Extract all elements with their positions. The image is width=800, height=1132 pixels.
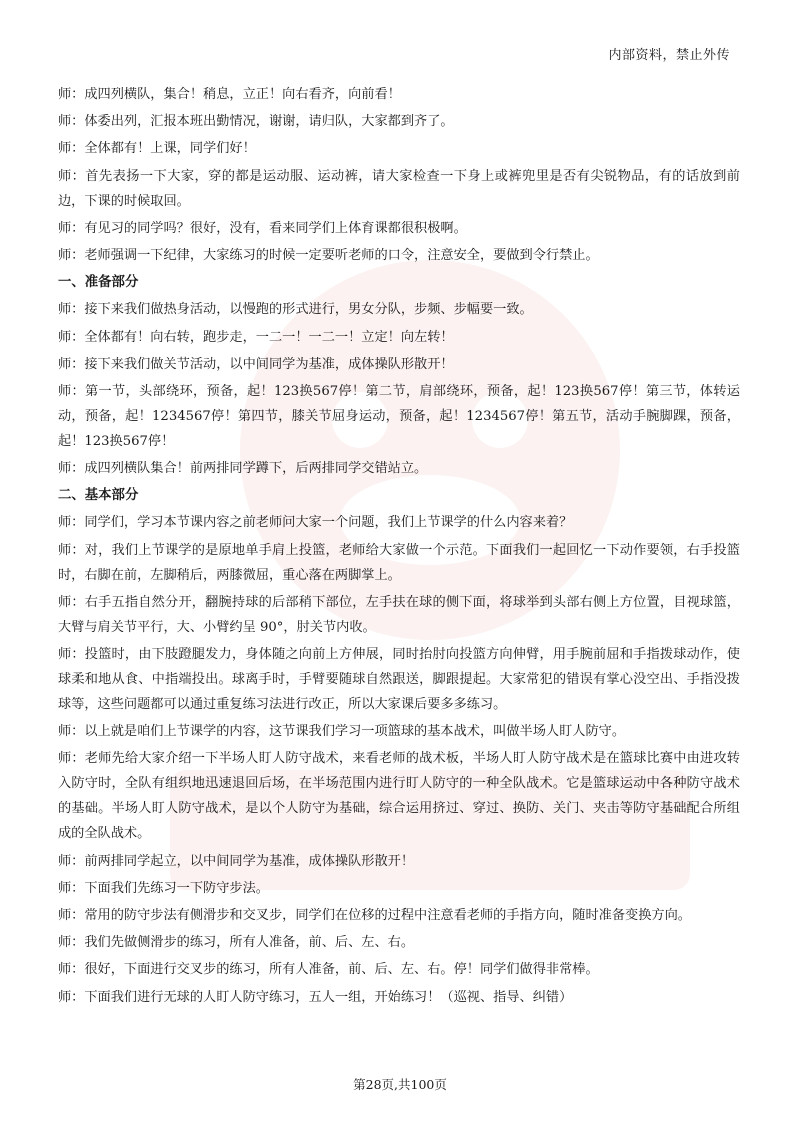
- dialogue-paragraph: 师：常用的防守步法有侧滑步和交叉步，同学们在位移的过程中注意看老师的手指方向，随时准备变换方向。: [58, 907, 691, 923]
- dialogue-paragraph: 师：老师先给大家介绍一下半场人盯人防守战术，来看老师的战术板，半场人盯人防守战术是在篮球比赛中由进攻转入防守时，全队有组织地迅速退回后场，在半场范围内进行盯人防守的一种全队战术。它是篮球运动中各种防守战术的基础。半场人盯人防守战术，是以个人防守为基础，综合运用挤过、穿过、换防、关门、夹击等防守基础配合所组成的全队战术。: [58, 751, 740, 842]
- page-number: 第28页,共100页: [353, 1077, 447, 1092]
- dialogue-paragraph: 师：我们先做侧滑步的练习，所有人准备，前、后、左、右。: [58, 935, 415, 951]
- dialogue-paragraph: 师：投篮时，由下肢蹬腿发力，身体随之向前上方伸展，同时抬肘向投篮方向伸臂，用手腕前屈和手指拨球动作，使球柔和地从食、中指端投出。球离手时，手臂要随球自然跟送，脚跟提起。大家常犯的错误有掌心没空出、手指没拨球等，这些问题都可以通过重复练习法进行改正，所以大家课后要多多练习。: [58, 647, 740, 712]
- dialogue-paragraph: 师：对，我们上节课学的是原地单手肩上投篮，老师给大家做一个示范。下面我们一起回忆一下动作要领，右手投篮时，右脚在前，左脚稍后，两膝微屈，重心落在两脚掌上。: [58, 542, 740, 583]
- dialogue-paragraph: 师：全体都有！上课，同学们好！: [58, 141, 256, 157]
- header-note: 内部资料，禁止外传: [608, 48, 730, 63]
- dialogue-paragraph: 师：成四列横队集合！前两排同学蹲下，后两排同学交错站立。: [58, 461, 428, 477]
- dialogue-paragraph: 师：以上就是咱们上节课学的内容，这节课我们学习一项篮球的基本战术，叫做半场人盯人防守。: [58, 724, 626, 740]
- dialogue-paragraph: 师：很好，下面进行交叉步的练习，所有人准备，前、后、左、右。停！同学们做得非常棒。: [58, 962, 599, 978]
- dialogue-paragraph: 师：同学们，学习本节课内容之前老师问大家一个问题，我们上节课学的什么内容来着？: [58, 515, 573, 531]
- section-heading: 一、准备部分: [58, 275, 139, 291]
- dialogue-paragraph: 师：体委出列，汇报本班出勤情况，谢谢，请归队，大家都到齐了。: [58, 114, 454, 130]
- dialogue-paragraph: 师：第一节，头部绕环，预备，起！123换567停！第二节，肩部绕环，预备，起！123换567停！第三节，体转运动，预备，起！1234567停！第四节，膝关节屈身运动，预备，起！1234567停！第五节，活动手腕脚踝，预备，起！123换567停！: [58, 383, 740, 449]
- dialogue-paragraph: 师：下面我们进行无球的人盯人防守练习，五人一组，开始练习！（巡视、指导、纠错）: [58, 989, 573, 1005]
- document-body: [58, 82, 740, 1012]
- dialogue-paragraph: 师：右手五指自然分开，翻腕持球的后部稍下部位，左手扶在球的侧下面，将球举到头部右侧上方位置，目视球篮，大臂与肩关节平行，大、小臂约呈 90°，肘关节内收。: [58, 594, 740, 635]
- dialogue-paragraph: 师：有见习的同学吗？很好，没有，看来同学们上体育课都很积极啊。: [58, 220, 467, 236]
- dialogue-paragraph: 师：接下来我们做热身活动，以慢跑的形式进行，男女分队，步频、步幅要一致。: [58, 302, 533, 318]
- dialogue-paragraph: 师：首先表扬一下大家，穿的都是运动服、运动裤，请大家检查一下身上或裤兜里是否有尖锐物品，有的话放到前边，下课的时候取回。: [58, 168, 740, 209]
- dialogue-paragraph: 师：前两排同学起立，以中间同学为基准，成体操队形散开！: [58, 853, 415, 869]
- dialogue-paragraph: 师：全体都有！向右转，跑步走，一二一！一二一！立定！向左转！: [58, 329, 454, 345]
- dialogue-paragraph: 师：老师强调一下纪律，大家练习的时候一定要听老师的口令，注意安全，要做到令行禁止。: [58, 247, 599, 263]
- dialogue-paragraph: 师：接下来我们做关节活动，以中间同学为基准，成体操队形散开！: [58, 356, 454, 372]
- dialogue-paragraph: 师：下面我们先练习一下防守步法。: [58, 880, 269, 896]
- section-heading: 二、基本部分: [58, 488, 139, 504]
- dialogue-paragraph: 师：成四列横队，集合！稍息，立正！向右看齐，向前看！: [58, 87, 401, 102]
